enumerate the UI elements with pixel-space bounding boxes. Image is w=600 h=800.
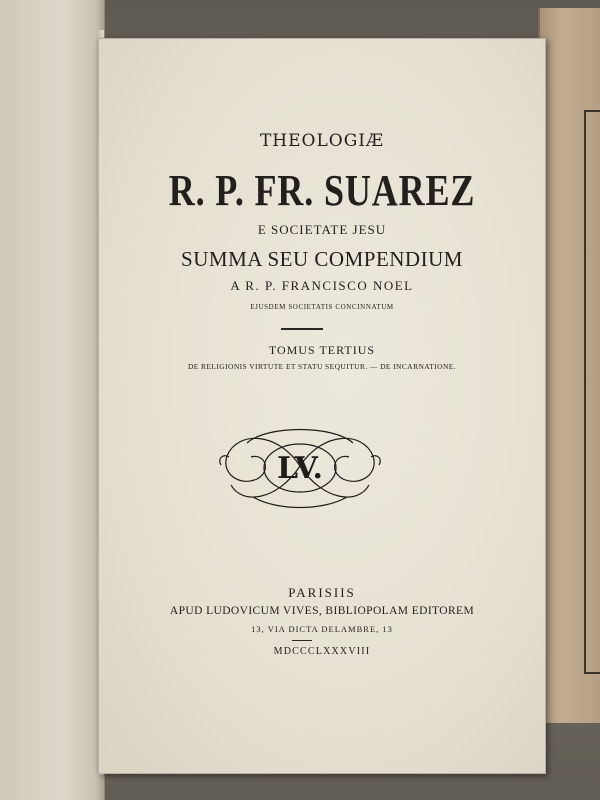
- author-name: R. P. FR. SUAREZ: [168, 166, 476, 215]
- place-of-publication: PARISIIS: [288, 585, 356, 600]
- publisher-address: 13, VIA DICTA DELAMBRE, 13: [251, 624, 393, 634]
- religious-order: E SOCIETATE JESU: [257, 222, 387, 237]
- publication-date: MDCCCLXXXVIII: [273, 646, 371, 657]
- title-page: [98, 38, 546, 774]
- work-title: SUMMA SEU COMPENDIUM: [181, 247, 463, 271]
- cover-border: [584, 110, 600, 674]
- volume-contents: DE RELIGIONIS VIRTUTE ET STATU SEQUITUR. — DE INCARNATIONE.: [187, 362, 457, 371]
- compiler-note: EJUSDEM SOCIETATIS CONCINNATUM: [250, 303, 394, 311]
- volume-number: TOMUS TERTIUS: [268, 343, 376, 357]
- series-title: THEOLOGIÆ: [259, 131, 385, 151]
- compiler: A R. P. FRANCISCO NOEL: [230, 278, 414, 293]
- left-facing-page: [0, 0, 105, 800]
- publisher-monogram-icon: [217, 421, 383, 511]
- divider-rule: [281, 328, 323, 330]
- publisher: APUD LUDOVICUM VIVES, BIBLIOPOLAM EDITOREM: [169, 605, 475, 617]
- small-rule: [292, 640, 312, 641]
- svg-text:LV.: LV.: [276, 451, 324, 486]
